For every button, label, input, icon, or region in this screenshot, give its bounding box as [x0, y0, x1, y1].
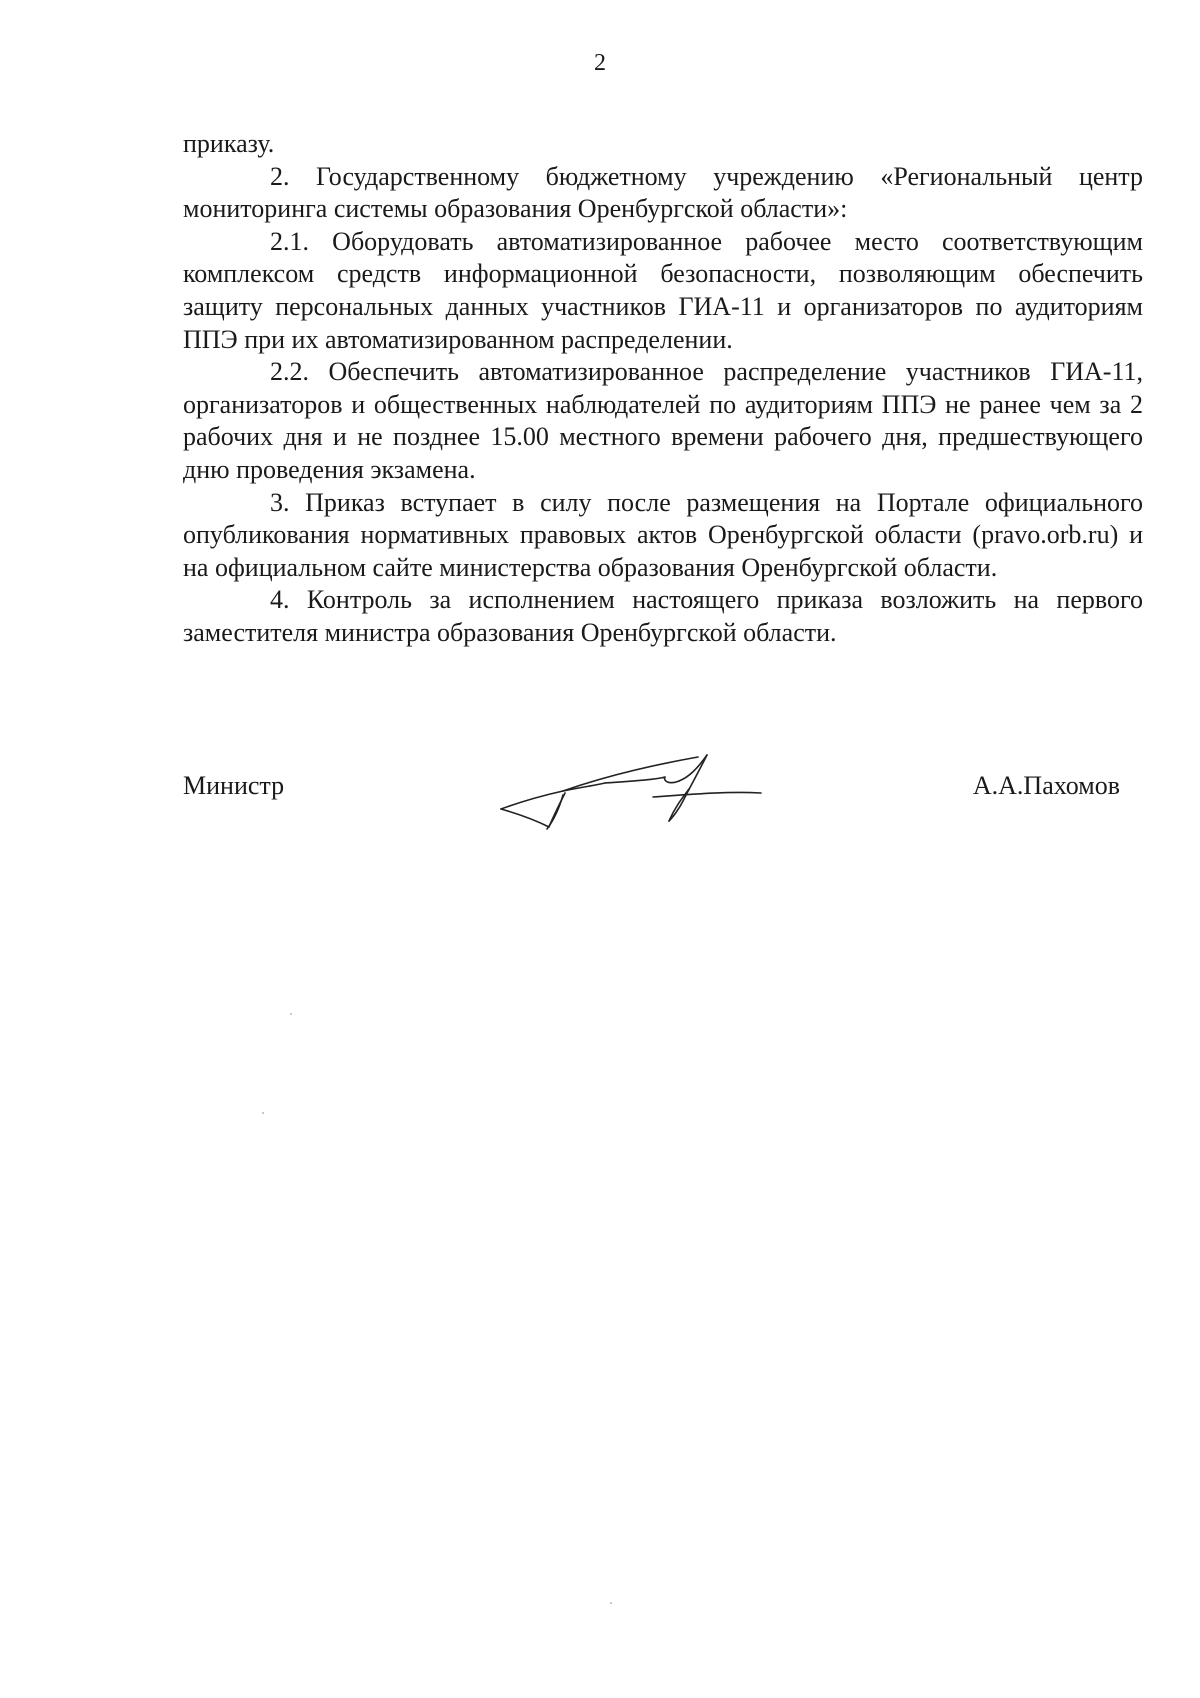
paragraph-continuation: приказу.: [183, 129, 275, 158]
document-body: [183, 128, 1143, 650]
paragraph-item-4: 4. Контроль за исполнением настоящего приказа возложить на первого заместителя министра образования Оренбургской области.: [183, 585, 1143, 647]
paragraph-item-2: 2. Государственному бюджетному учреждению «Региональный центр мониторинга системы образования Оренбургской области»:: [183, 161, 1143, 224]
paragraph-item-3: 3. Приказ вступает в силу после размещения на Портале официального опубликования нормативных правовых актов Оренбургской области (pravo.orb.ru) и на официальном сайте министерства образования Оренбургской области.: [183, 487, 1143, 582]
page-number: 2: [594, 50, 606, 76]
handwritten-signature: [493, 747, 773, 837]
scan-speck: [610, 1602, 612, 1604]
signatory-name: А.А.Пахомов: [972, 771, 1120, 800]
signature-block: [183, 755, 1120, 835]
scan-speck: [290, 1013, 292, 1015]
scan-speck: [262, 1112, 264, 1114]
signatory-title: Министр: [183, 771, 285, 800]
paragraph-item-2-2: 2.2. Обеспечить автоматизированное распределение участников ГИА-11, организаторов и общественных наблюдателей по аудиториям ППЭ не ранее чем за 2 рабочих дня и не позднее 15.00 местного времени рабочего дня, предшествующего дню проведения экзамена.: [183, 357, 1143, 484]
paragraph-item-2-1: 2.1. Оборудовать автоматизированное рабочее место соответствующим комплексом средств информационной безопасности, позволяющим обеспечить защиту персональных данных участников ГИА-11 и организаторов по аудиториям ППЭ при их автоматизированном распределении.: [183, 226, 1143, 354]
